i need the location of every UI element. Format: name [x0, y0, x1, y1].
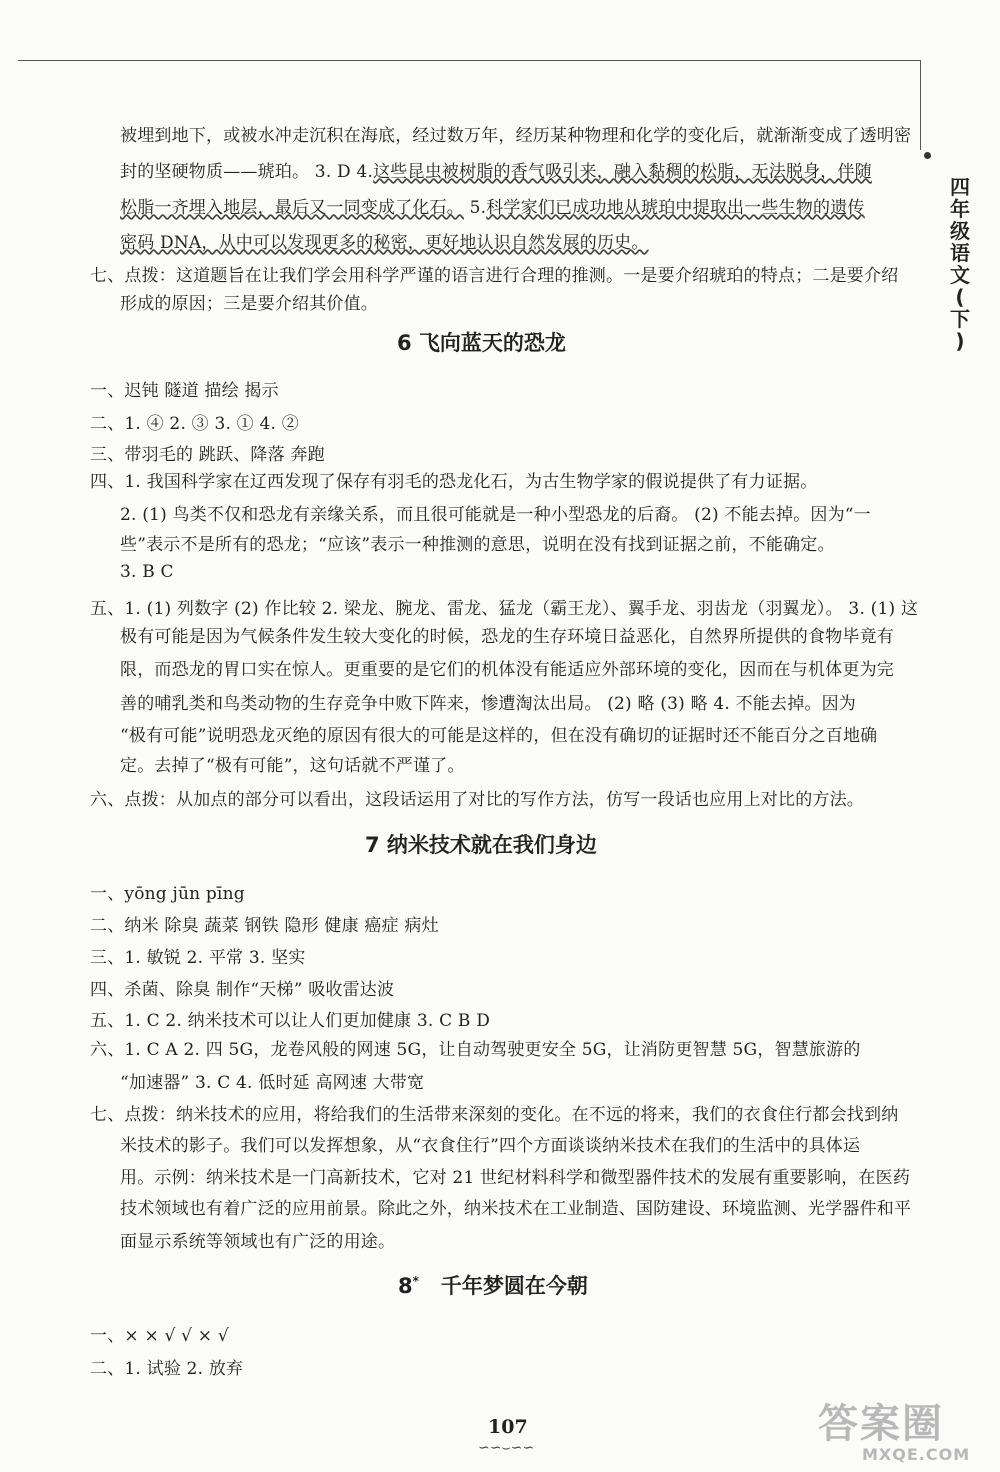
page-number: 107: [488, 1416, 528, 1438]
text-line: 善的哺乳类和鸟类动物的生存竞争中败下阵来，惨遭淘汰出局。 (2) 略 (3) 略 4. 不能去掉。因为: [120, 694, 857, 714]
text-span: 5.: [464, 198, 487, 218]
text-line: 五、1. C 2. 纳米技术可以让人们更加健康 3. C B D: [90, 1011, 491, 1031]
text-span: 封的坚硬物质——琥珀。 3. D 4.: [120, 162, 374, 182]
text-line: “极有可能”说明恐龙灭绝的原因有很大的可能是这样的，但在没有确切的证据时还不能百分之百地确: [120, 726, 878, 746]
text-line: 2. (1) 鸟类不仅和恐龙有亲缘关系，而且很可能就是一种小型恐龙的后裔。 (2) 不能去掉。因为“一: [120, 505, 871, 525]
text-line: 一、× × √ √ × √: [90, 1326, 229, 1346]
optional-mark: *: [412, 1274, 419, 1288]
text-line: 四、1. 我国科学家在辽西发现了保存有羽毛的恐龙化石，为古生物学家的假说提供了有力证据。: [90, 472, 818, 492]
text-line: 限，而恐龙的胃口实在惊人。更重要的是它们的机体没有能适应外部环境的变化，因而在与机体更为完: [120, 660, 894, 680]
section-title-text: 千年梦圆在今朝: [440, 1274, 588, 1298]
side-char: 四: [950, 175, 970, 199]
text-line: 米技术的影子。我们可以发挥想象，从“衣食住行”四个方面谈谈纳米技术在我们的生活中的具体运: [120, 1136, 861, 1156]
text-line: 面显示系统等领域也有广泛的用途。: [120, 1232, 396, 1252]
text-line: 被埋到地下，或被水冲走沉积在海底，经过数万年，经历某种物理和化学的变化后，就渐渐变成了透明密: [120, 126, 912, 146]
text-line: 一、迟钝 隧道 描绘 揭示: [90, 381, 279, 401]
text-line: 六、点拨：从加点的部分可以看出，这段话运用了对比的写作方法，仿写一段话也应用上对比的方法。: [90, 790, 864, 810]
section-title: 7 纳米技术就在我们身边: [365, 833, 597, 857]
section-title: 6 飞向蓝天的恐龙: [397, 331, 566, 355]
side-char: ): [955, 329, 965, 353]
text-line: 技术领域也有着广泛的应用前景。除此之外，纳米技术在工业制造、国防建设、环境监测、光学器件和平: [120, 1199, 912, 1219]
side-char: (: [955, 285, 965, 309]
underlined-answer: 密码 DNA，从中可以发现更多的秘密，更好地认识自然发展的历史。: [120, 233, 649, 253]
underlined-answer: 松脂一齐埋入地层，最后又一同变成了化石。: [120, 198, 464, 218]
side-char: 语: [950, 241, 970, 265]
text-line: 三、1. 敏锐 2. 平常 3. 坚实: [90, 948, 306, 968]
page-ornament: ∽∽⌣∽∽: [478, 1440, 535, 1456]
watermark-text: 答案圈: [818, 1401, 944, 1447]
text-line: 形成的原因；三是要介绍其价值。: [120, 294, 378, 314]
side-dot: [924, 152, 931, 159]
text-line: [120, 157, 872, 182]
text-line: 二、1. 试验 2. 放弃: [90, 1359, 244, 1379]
text-line: 二、1. ④ 2. ③ 3. ① 4. ②: [90, 414, 299, 434]
top-rule: [18, 60, 920, 61]
side-char: 下: [950, 307, 970, 331]
text-line: [120, 228, 649, 253]
underlined-answer: 这些昆虫被树脂的香气吸引来，融入黏稠的松脂，无法脱身，伴随: [373, 162, 872, 182]
text-line: 定。去掉了“极有可能”，这句话就不严谨了。: [120, 756, 465, 776]
side-char: 文: [950, 263, 970, 287]
text-line: 极有可能是因为气候条件发生较大变化的时候，恐龙的生存环境日益恶化，自然界所提供的食物毕竟有: [120, 627, 894, 647]
side-label: [945, 176, 975, 352]
side-char: 级: [950, 219, 970, 243]
section-title: [398, 1270, 588, 1300]
text-line: 一、yōng jūn pīng: [90, 884, 245, 904]
text-line: 五、1. (1) 列数字 (2) 作比较 2. 梁龙、腕龙、雷龙、猛龙（霸王龙）、翼手龙、羽齿龙（羽翼龙）。 3. (1) 这: [90, 599, 919, 619]
text-line: 三、带羽毛的 跳跃、降落 奔跑: [90, 445, 325, 465]
text-line: “加速器” 3. C 4. 低时延 高网速 大带宽: [120, 1073, 425, 1093]
text-line: 3. B C: [120, 562, 174, 582]
text-line: 用。示例：纳米技术是一门高新技术，它对 21 世纪材料科学和微型器件技术的发展有重要影响，在医药: [120, 1168, 911, 1188]
text-line: 四、杀菌、除臭 制作“天梯” 吸收雷达波: [90, 980, 395, 1000]
text-line: 七、点拨：这道题旨在让我们学会用科学严谨的语言进行合理的推测。一是要介绍琥珀的特点；二是要介绍: [90, 266, 899, 286]
underlined-answer: 科学家们已成功地从琥珀中提取出一些生物的遗传: [486, 198, 865, 218]
section-number: 8: [398, 1274, 413, 1298]
watermark: [818, 1402, 988, 1466]
side-rule: [920, 60, 921, 150]
side-char: 年: [950, 197, 970, 221]
text-line: 七、点拨：纳米技术的应用，将给我们的生活带来深刻的变化。在不远的将来，我们的衣食住行都会找到纳: [90, 1105, 899, 1125]
text-line: [120, 193, 865, 218]
text-line: 二、纳米 除臭 蔬菜 钢铁 隐形 健康 癌症 病灶: [90, 916, 439, 936]
text-line: 六、1. C A 2. 四 5G，龙卷风般的网速 5G，让自动驾驶更安全 5G，让消防更智慧 5G，智慧旅游的: [90, 1040, 861, 1060]
watermark-url: MXQE.COM: [862, 1445, 971, 1464]
text-line: 些”表示不是所有的恐龙；“应该”表示一种推测的意思，说明在没有找到证据之前，不能确定。: [120, 535, 835, 555]
